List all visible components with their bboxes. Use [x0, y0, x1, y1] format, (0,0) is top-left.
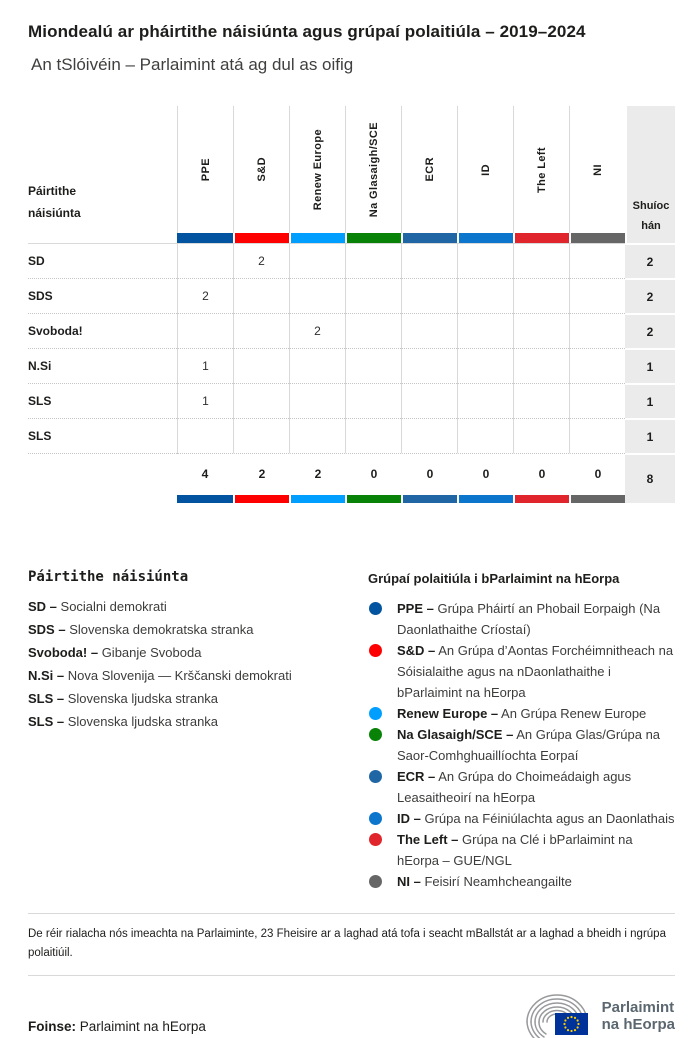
seat-value-cell: [401, 418, 457, 453]
column-header-label: ECR: [423, 157, 436, 182]
footnote: De réir rialacha nós imeachta na Parlaiminte, 23 Fheisire ar a laghad atá tofa i seacht mBallstát ar a laghad a bheidh i ngrúpa polaitiúil.: [28, 913, 675, 976]
column-header: [177, 106, 233, 233]
group-total-cell: 2: [289, 453, 345, 493]
group-color-bar: [569, 233, 625, 243]
seat-value-cell: [457, 313, 513, 348]
group-color-dot-icon: [369, 644, 382, 657]
seat-value-cell: [233, 278, 289, 313]
party-total-seats: 1: [625, 418, 675, 453]
group-color-bar: [289, 493, 345, 503]
seat-value-cell: [345, 243, 401, 278]
logo-line1: Parlaimint: [601, 999, 675, 1016]
legend-groups-list: [368, 598, 675, 892]
seat-value-cell: [233, 418, 289, 453]
seat-value-cell: [569, 313, 625, 348]
seat-value-cell: [569, 418, 625, 453]
group-color-bar: [233, 233, 289, 243]
group-total-cell: 0: [345, 453, 401, 493]
party-label: SLS: [28, 383, 177, 418]
party-total-seats: 1: [625, 348, 675, 383]
logo-line2: na hEorpa: [601, 1016, 675, 1033]
column-header-label: The Left: [535, 146, 548, 193]
seat-value-cell: 2: [289, 313, 345, 348]
legend-groups-heading: Grúpaí polaitiúla i bParlaimint na hEorpa: [368, 571, 620, 586]
party-total-seats: 2: [625, 313, 675, 348]
seat-value-cell: [457, 348, 513, 383]
column-header: [513, 106, 569, 233]
group-legend-item: Na Glasaigh/SCE – An Grúpa Glas/Grúpa na Saor-Comhghuaillíochta Eorpaí: [368, 724, 675, 766]
party-label: SD: [28, 243, 177, 278]
group-color-dot-icon: [369, 707, 382, 720]
legend-political-groups: [368, 569, 675, 892]
legends-section: [28, 569, 675, 892]
column-header: [401, 106, 457, 233]
seat-value-cell: [513, 348, 569, 383]
group-color-bar: [345, 233, 401, 243]
seat-value-cell: [569, 278, 625, 313]
column-header-label: ID: [479, 163, 492, 176]
seat-value-cell: [233, 348, 289, 383]
legend-parties-heading: Páirtithe náisiúnta: [28, 569, 189, 585]
group-legend-item: PPE – Grúpa Pháirtí an Phobail Eorpaigh (Na Daonlathaithe Críostaí): [368, 598, 675, 640]
group-total-cell: 4: [177, 453, 233, 493]
seat-value-cell: 1: [177, 348, 233, 383]
column-header-label: Renew Europe: [311, 128, 324, 211]
group-color-bar: [513, 493, 569, 503]
seat-value-cell: [401, 383, 457, 418]
group-color-bar: [457, 233, 513, 243]
seats-header-cell: [625, 106, 675, 243]
group-legend-item: NI – Feisirí Neamhcheangailte: [368, 871, 675, 892]
column-header: [345, 106, 401, 233]
seat-value-cell: [513, 383, 569, 418]
seat-value-cell: [401, 278, 457, 313]
column-header: [457, 106, 513, 233]
group-color-dot-icon: [369, 833, 382, 846]
group-color-bar: [569, 493, 625, 503]
party-total-seats: 2: [625, 278, 675, 313]
page-subtitle: An tSlóivéin – Parlaimint atá ag dul as oifig: [31, 55, 354, 74]
legend-national-parties: [28, 569, 368, 892]
legend-parties-list: [28, 600, 368, 729]
seat-value-cell: [513, 278, 569, 313]
seats-header-label: Shuíochán: [632, 200, 670, 232]
seat-value-cell: [289, 418, 345, 453]
group-total-cell: 0: [513, 453, 569, 493]
seat-value-cell: [345, 418, 401, 453]
seat-value-cell: [457, 418, 513, 453]
seat-value-cell: [513, 418, 569, 453]
group-color-bar: [401, 233, 457, 243]
party-label: N.Si: [28, 348, 177, 383]
seat-value-cell: [401, 313, 457, 348]
group-color-dot-icon: [369, 602, 382, 615]
seat-value-cell: [569, 383, 625, 418]
seat-value-cell: 1: [177, 383, 233, 418]
group-color-dot-icon: [369, 875, 382, 888]
seat-value-cell: [569, 243, 625, 278]
group-color-bar: [177, 233, 233, 243]
seat-value-cell: [177, 243, 233, 278]
european-parliament-logo: [522, 986, 675, 1038]
seat-value-cell: [401, 348, 457, 383]
party-legend-item: N.Si – Nova Slovenija — Krščanski demokrati: [28, 668, 292, 683]
row-header-label: Páirtithe náisiúnta: [28, 184, 81, 220]
hemicycle-logo-icon: [522, 986, 594, 1038]
party-label: SLS: [28, 418, 177, 453]
seat-value-cell: [233, 313, 289, 348]
group-legend-item: ECR – An Grúpa do Choimeádaigh agus Leasaitheoirí na hEorpa: [368, 766, 675, 808]
seat-value-cell: [457, 278, 513, 313]
group-total-cell: 2: [233, 453, 289, 493]
group-legend-item: ID – Grúpa na Féiniúlachta agus an Daonlathais: [368, 808, 675, 829]
group-color-dot-icon: [369, 728, 382, 741]
party-legend-item: Svoboda! – Gibanje Svoboda: [28, 645, 202, 660]
party-legend-item: SLS – Slovenska ljudska stranka: [28, 714, 219, 729]
source-row: [28, 986, 675, 1038]
seat-value-cell: [233, 383, 289, 418]
logo-wordmark: [602, 999, 675, 1033]
seat-value-cell: 2: [177, 278, 233, 313]
group-total-cell: 0: [569, 453, 625, 493]
group-color-dot-icon: [369, 812, 382, 825]
page-title: Miondealú ar pháirtithe náisiúnta agus grúpaí polaitiúla – 2019–2024: [28, 22, 586, 41]
party-total-seats: 2: [625, 243, 675, 278]
seat-value-cell: [457, 383, 513, 418]
seat-value-cell: [457, 243, 513, 278]
group-color-bar: [457, 493, 513, 503]
seat-value-cell: [289, 383, 345, 418]
seat-value-cell: 2: [233, 243, 289, 278]
party-label: Svoboda!: [28, 313, 177, 348]
group-color-bar: [177, 493, 233, 503]
column-header: [289, 106, 345, 233]
column-header: [233, 106, 289, 233]
party-legend-item: SDS – Slovenska demokratska stranka: [28, 622, 254, 637]
results-table: [28, 106, 675, 503]
seat-value-cell: [513, 243, 569, 278]
column-header-label: Na Glasaigh/SCE: [367, 121, 380, 218]
totals-label-cell: [28, 453, 177, 493]
seat-value-cell: [177, 313, 233, 348]
group-color-bar: [513, 233, 569, 243]
seat-value-cell: [345, 313, 401, 348]
party-total-seats: 1: [625, 383, 675, 418]
seat-value-cell: [289, 348, 345, 383]
seat-value-cell: [177, 418, 233, 453]
grand-total-seats: 8: [625, 453, 675, 503]
group-color-bar: [401, 493, 457, 503]
group-total-cell: 0: [401, 453, 457, 493]
row-header-cell: [28, 106, 177, 233]
seat-value-cell: [345, 348, 401, 383]
source-label: Foinse:: [28, 1019, 77, 1034]
group-total-cell: 0: [457, 453, 513, 493]
group-color-bar: [345, 493, 401, 503]
group-color-dot-icon: [369, 770, 382, 783]
group-legend-item: S&D – An Grúpa d’Aontas Forchéimnitheach na Sóisialaithe agus na nDaonlathaithe i bParlaimint na hEorpa: [368, 640, 675, 703]
column-header: [569, 106, 625, 233]
seat-value-cell: [401, 243, 457, 278]
seat-value-cell: [513, 313, 569, 348]
source-text: Parlaimint na hEorpa: [79, 1019, 206, 1034]
column-header-label: PPE: [199, 157, 212, 182]
source-line: [28, 1019, 206, 1034]
party-legend-item: SLS – Slovenska ljudska stranka: [28, 691, 219, 706]
seat-value-cell: [289, 243, 345, 278]
party-label: SDS: [28, 278, 177, 313]
seat-value-cell: [345, 383, 401, 418]
group-color-bar: [233, 493, 289, 503]
seat-value-cell: [289, 278, 345, 313]
column-header-label: NI: [591, 163, 604, 176]
group-color-bar: [289, 233, 345, 243]
seat-value-cell: [345, 278, 401, 313]
party-legend-item: SD – Socialni demokrati: [28, 599, 167, 614]
group-legend-item: The Left – Grúpa na Clé i bParlaimint na hEorpa – GUE/NGL: [368, 829, 675, 871]
column-header-label: S&D: [255, 157, 268, 182]
group-legend-item: Renew Europe – An Grúpa Renew Europe: [368, 703, 675, 724]
seat-value-cell: [569, 348, 625, 383]
